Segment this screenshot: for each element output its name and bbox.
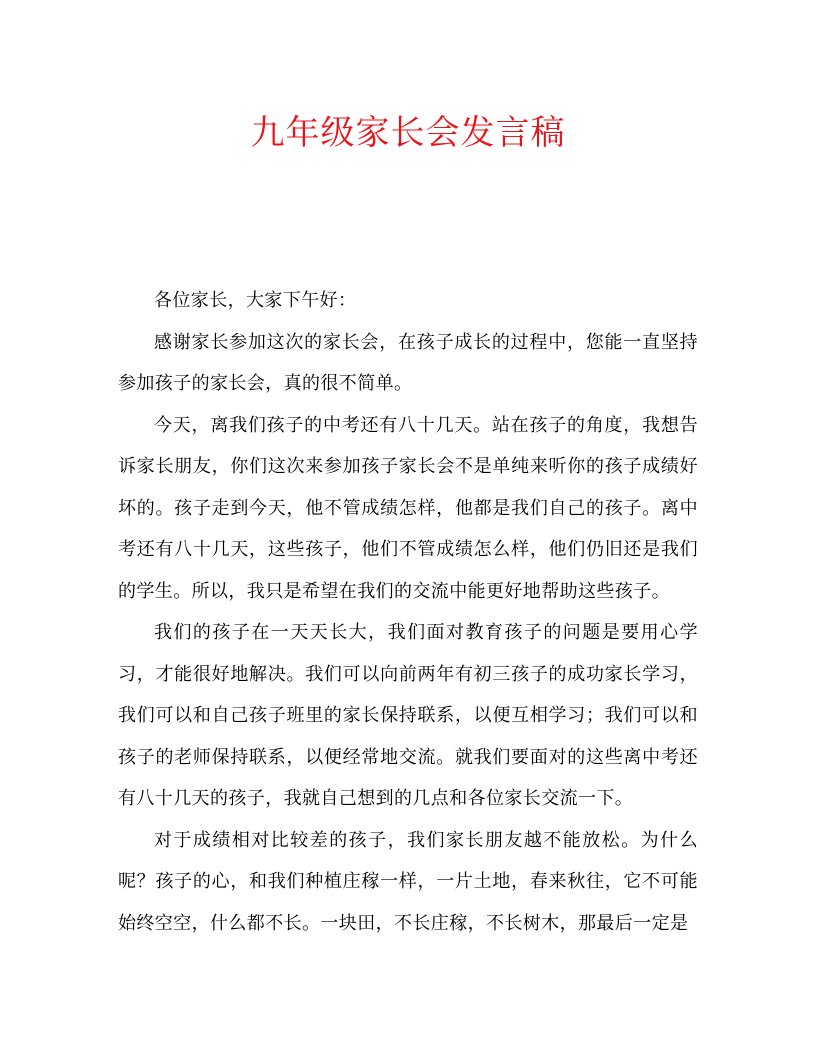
paragraph-greeting: 各位家长，大家下午好：: [154, 290, 357, 311]
paragraph-learning: 我们的孩子在一天天长大，我们面对教育孩子的问题是要用心学习，才能很好地解决。我们可以向前两年有初三孩子的成功家长学习，我们可以和自己孩子班里的家长保持联系，以便互相学习；我们可以和孩子的老师保持联系，以便经常地交流。就我们要面对的这些离中考还有八十几天的孩子，我就自己想到的几点和各位家长交流一下。: [118, 622, 698, 809]
paragraph-thanks: 感谢家长参加这次的家长会，在孩子成长的过程中，您能一直坚持参加孩子的家长会，真的很不简单。: [118, 331, 698, 394]
paragraph-weak-students: 对于成绩相对比较差的孩子，我们家长朋友越不能放松。为什么呢？孩子的心，和我们种植庄稼一样，一片土地，春来秋往，它不可能始终空空，什么都不长。一块田，不长庄稼，不长树木，那最后一定是: [118, 829, 698, 934]
paragraph-exam-countdown: 今天，离我们孩子的中考还有八十几天。站在孩子的角度，我想告诉家长朋友，你们这次来参加孩子家长会不是单纯来听你的孩子成绩好坏的。孩子走到今天，他不管成绩怎样，他都是我们自己的孩子。离中考还有八十几天，这些孩子，他们不管成绩怎么样，他们仍旧还是我们的学生。所以，我只是希望在我们的交流中能更好地帮助这些孩子。: [118, 414, 698, 602]
document-title: 九年级家长会发言稿: [250, 113, 566, 153]
document-body: [118, 280, 698, 944]
